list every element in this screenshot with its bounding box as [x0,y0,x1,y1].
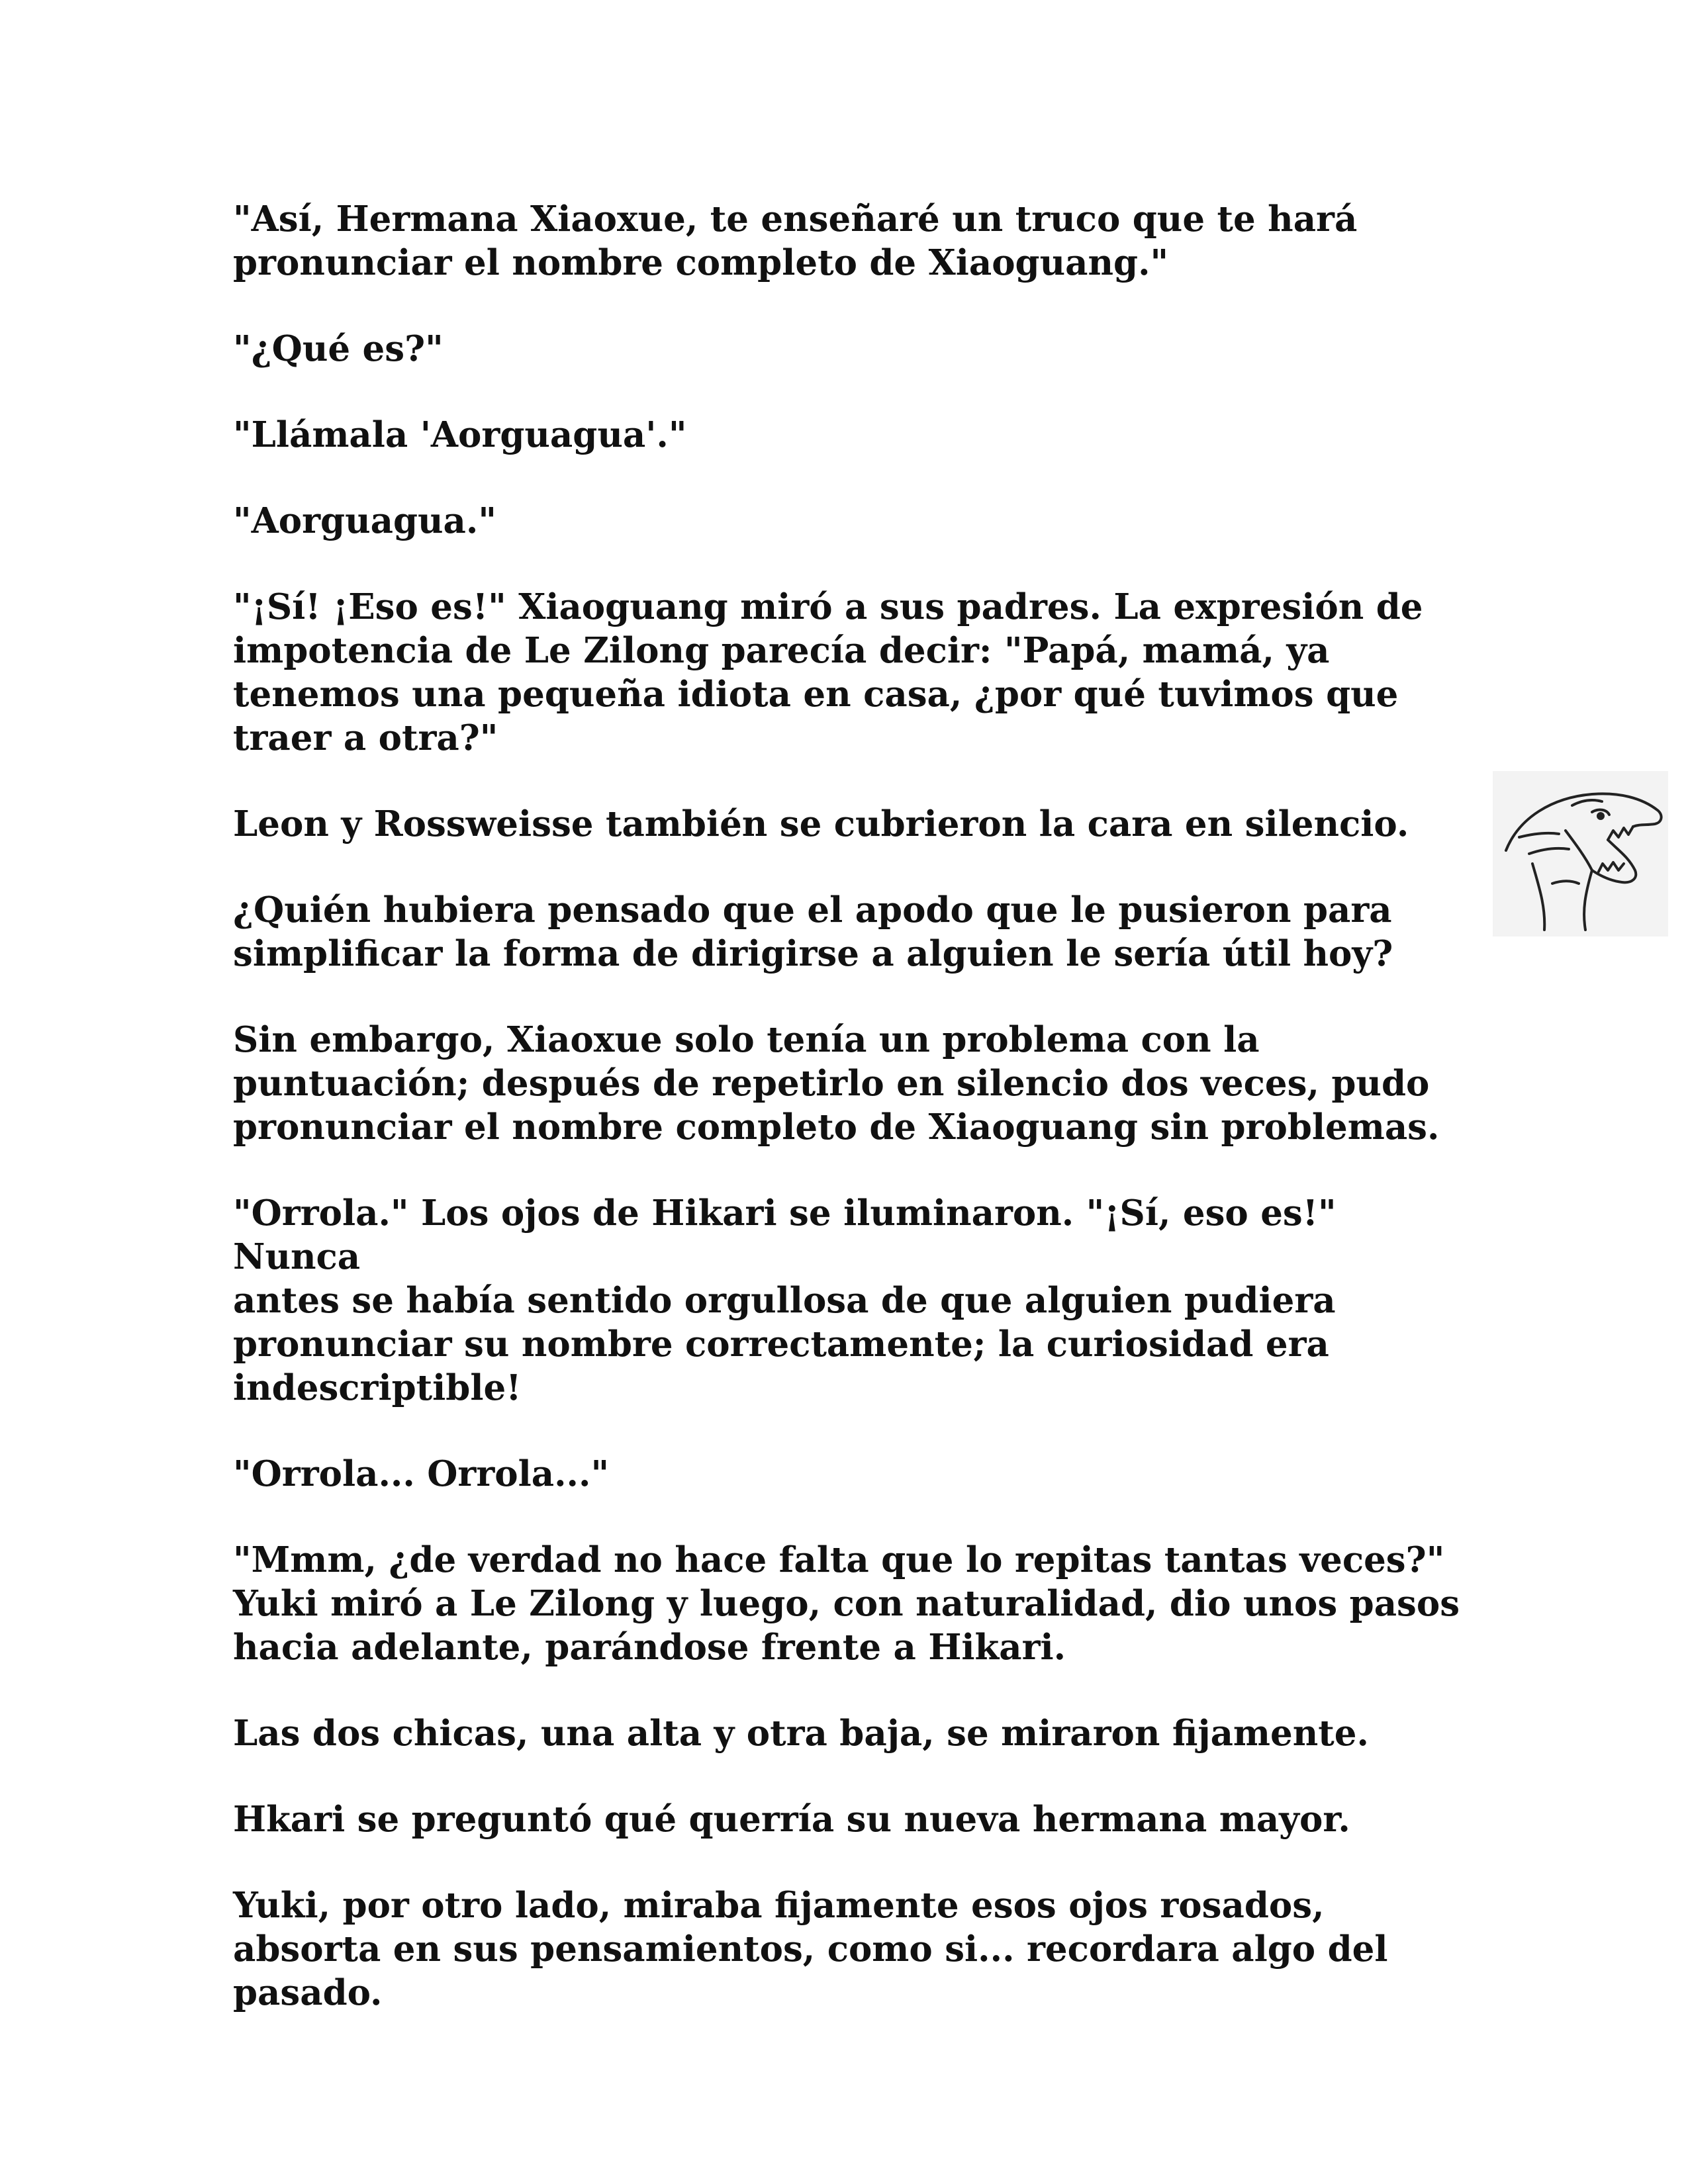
paragraph-1: "Así, Hermana Xiaoxue, te enseñaré un truco que te hará pronunciar el nombre completo de Xiaoguang." [233,199,1358,283]
paragraph-7: ¿Quién hubiera pensado que el apodo que le pusieron para simplificar la forma de dirigirse a alguien le sería útil hoy? [233,889,1393,974]
dinosaur-head-icon [1493,771,1668,936]
paragraph-8: Sin embargo, Xiaoxue solo tenía un problema con la puntuación; después de repetirlo en silencio dos veces, pudo pronunciar el nombre completo de Xiaoguang sin problemas. [233,1019,1440,1148]
paragraph-13: Hkari se preguntó qué querría su nueva hermana mayor. [233,1799,1350,1840]
paragraph-3: "Llámala 'Aorguagua'." [233,414,687,455]
paragraph-5: "¡Sí! ¡Eso es!" Xiaoguang miró a sus padres. La expresión de impotencia de Le Zilong parecía decir: "Papá, mamá, ya tenemos una pequeña idiota en casa, ¿por qué tuvimos que traer a otra?" [233,586,1423,758]
paragraph-12: Las dos chicas, una alta y otra baja, se miraron fijamente. [233,1713,1369,1754]
paragraph-14: Yuki, por otro lado, miraba fijamente esos ojos rosados, absorta en sus pensamientos, como si... recordara algo del pasado. [233,1885,1388,2013]
paragraph-9: "Orrola." Los ojos de Hikari se iluminaron. "¡Sí, eso es!" Nunca antes se había sentido orgullosa de que alguien pudiera pronunciar su nombre correctamente; la curiosidad era indescriptible! [233,1193,1336,1408]
body-text [233,197,1471,2057]
paragraph-11: "Mmm, ¿de verdad no hace falta que lo repitas tantas veces?" Yuki miró a Le Zilong y luego, con naturalidad, dio unos pasos hacia adelante, parándose frente a Hikari. [233,1539,1460,1668]
paragraph-10: "Orrola... Orrola..." [233,1453,610,1494]
paragraph-4: "Aorguagua." [233,500,496,541]
paragraph-6: Leon y Rossweisse también se cubrieron la cara en silencio. [233,803,1409,844]
paragraph-2: "¿Qué es?" [233,328,444,369]
